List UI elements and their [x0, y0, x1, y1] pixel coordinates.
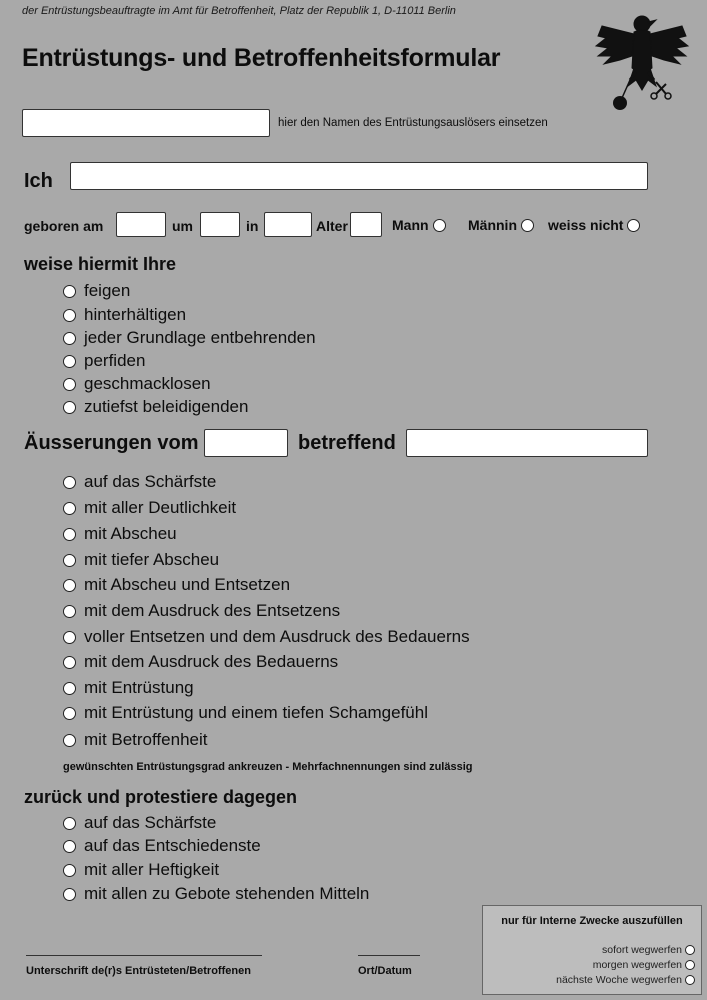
option-label: perfiden [84, 351, 146, 370]
option-label: jeder Grundlage entbehrenden [84, 328, 316, 347]
radio-button[interactable] [63, 888, 76, 901]
option-label: mit tiefer Abscheu [84, 550, 220, 569]
option-label: mit Entrüstung [84, 678, 194, 697]
trigger-name-input[interactable] [22, 109, 270, 137]
radio-button[interactable] [685, 960, 695, 970]
birth-place-label: in [246, 218, 259, 234]
section2-option[interactable] [63, 703, 428, 723]
section1-option[interactable] [63, 328, 316, 348]
gender-label: Männin [468, 217, 517, 233]
section2-option[interactable] [63, 601, 340, 621]
internal-option[interactable] [602, 944, 695, 956]
section2-note: gewünschten Entrüstungsgrad ankreuzen - Mehrfachnennungen sind zulässig [63, 761, 473, 773]
section1-option[interactable] [63, 305, 186, 325]
option-label: auf das Entschiedenste [84, 836, 261, 855]
radio-button[interactable] [63, 817, 76, 830]
option-label: auf das Schärfste [84, 472, 217, 491]
option-label: mit aller Heftigkeit [84, 860, 220, 879]
section1-option[interactable] [63, 374, 211, 394]
gender-option-male[interactable] [392, 217, 446, 233]
statements-date-input[interactable] [204, 429, 288, 457]
section3-option[interactable] [63, 836, 261, 856]
section1-option[interactable] [63, 397, 248, 417]
radio-button[interactable] [63, 285, 76, 298]
radio-button[interactable] [63, 631, 76, 644]
radio-button[interactable] [433, 219, 446, 232]
radio-button[interactable] [63, 656, 76, 669]
option-label: mit Entrüstung und einem tiefen Schamgefühl [84, 703, 428, 722]
section2-option[interactable] [63, 730, 207, 750]
radio-button[interactable] [63, 707, 76, 720]
gender-option-unknown[interactable] [548, 217, 640, 233]
age-input[interactable] [350, 212, 382, 237]
statements-label: Äusserungen vom [24, 432, 199, 454]
radio-button[interactable] [63, 309, 76, 322]
internal-use-box [482, 905, 702, 995]
option-label: feigen [84, 281, 131, 300]
internal-use-title: nur für Interne Zwecke auszufüllen [501, 915, 683, 927]
option-label: sofort wegwerfen [602, 944, 682, 956]
option-label: nächste Woche wegwerfen [556, 974, 682, 986]
gender-label: Mann [392, 217, 429, 233]
radio-button[interactable] [63, 528, 76, 541]
internal-option[interactable] [593, 959, 695, 971]
age-label: Alter [316, 218, 348, 234]
federal-eagle-icon [592, 6, 692, 116]
option-label: morgen wegwerfen [592, 959, 682, 971]
concerning-label: betreffend [298, 432, 396, 454]
radio-button[interactable] [63, 734, 76, 747]
section3-heading: zurück und protestiere dagegen [24, 787, 298, 807]
signature-line[interactable] [26, 955, 262, 956]
section2-option[interactable] [63, 550, 219, 570]
birth-time-input[interactable] [200, 212, 240, 237]
option-label: voller Entsetzen und dem Ausdruck des Bedauerns [84, 627, 470, 646]
place-date-label: Ort/Datum [358, 965, 412, 977]
radio-button[interactable] [521, 219, 534, 232]
section3-option[interactable] [63, 884, 369, 904]
radio-button[interactable] [63, 502, 76, 515]
gender-option-female[interactable] [468, 217, 534, 233]
option-label: zutiefst beleidigenden [84, 397, 249, 416]
radio-button[interactable] [63, 605, 76, 618]
radio-button[interactable] [63, 332, 76, 345]
signature-label: Unterschrift de(r)s Entrüsteten/Betroffenen [26, 965, 251, 977]
section1-heading: weise hiermit Ihre [24, 254, 177, 274]
radio-button[interactable] [63, 401, 76, 414]
internal-option[interactable] [556, 974, 695, 986]
section2-option[interactable] [63, 498, 236, 518]
header-address-line: der Entrüstungsbeauftragte im Amt für Betroffenheit, Platz der Republik 1, D-11011 Berlin [22, 5, 456, 17]
section1-option[interactable] [63, 351, 145, 371]
option-label: mit dem Ausdruck des Entsetzens [84, 601, 341, 620]
radio-button[interactable] [685, 975, 695, 985]
gender-label: weiss nicht [548, 217, 624, 233]
concerning-input[interactable] [406, 429, 648, 457]
option-label: geschmacklosen [84, 374, 211, 393]
page-title: Entrüstungs- und Betroffenheitsformular [22, 44, 501, 72]
section2-option[interactable] [63, 652, 338, 672]
radio-button[interactable] [63, 840, 76, 853]
section2-option[interactable] [63, 627, 470, 647]
option-label: auf das Schärfste [84, 813, 217, 832]
section1-option[interactable] [63, 281, 130, 301]
radio-button[interactable] [63, 355, 76, 368]
radio-button[interactable] [627, 219, 640, 232]
option-label: mit Abscheu und Entsetzen [84, 575, 291, 594]
section3-option[interactable] [63, 813, 216, 833]
born-label: geboren am [24, 218, 104, 234]
birth-place-input[interactable] [264, 212, 312, 237]
radio-button[interactable] [63, 864, 76, 877]
option-label: mit Betroffenheit [84, 730, 208, 749]
option-label: mit dem Ausdruck des Bedauerns [84, 652, 339, 671]
option-label: mit allen zu Gebote stehenden Mitteln [84, 884, 370, 903]
ich-name-input[interactable] [70, 162, 648, 190]
radio-button[interactable] [63, 579, 76, 592]
radio-button[interactable] [63, 554, 76, 567]
place-date-line[interactable] [358, 955, 420, 956]
section2-option[interactable] [63, 472, 216, 492]
birth-date-input[interactable] [116, 212, 166, 237]
ich-label: Ich [24, 170, 53, 192]
option-label: mit Abscheu [84, 524, 177, 543]
section3-option[interactable] [63, 860, 219, 880]
option-label: hinterhältigen [84, 305, 187, 324]
trigger-name-hint: hier den Namen des Entrüstungsauslösers einsetzen [278, 117, 548, 129]
section2-option[interactable] [63, 524, 177, 544]
option-label: mit aller Deutlichkeit [84, 498, 237, 517]
radio-button[interactable] [685, 945, 695, 955]
radio-button[interactable] [63, 378, 76, 391]
birth-time-label: um [172, 218, 193, 234]
radio-button[interactable] [63, 682, 76, 695]
section2-option[interactable] [63, 575, 290, 595]
section2-option[interactable] [63, 678, 194, 698]
radio-button[interactable] [63, 476, 76, 489]
